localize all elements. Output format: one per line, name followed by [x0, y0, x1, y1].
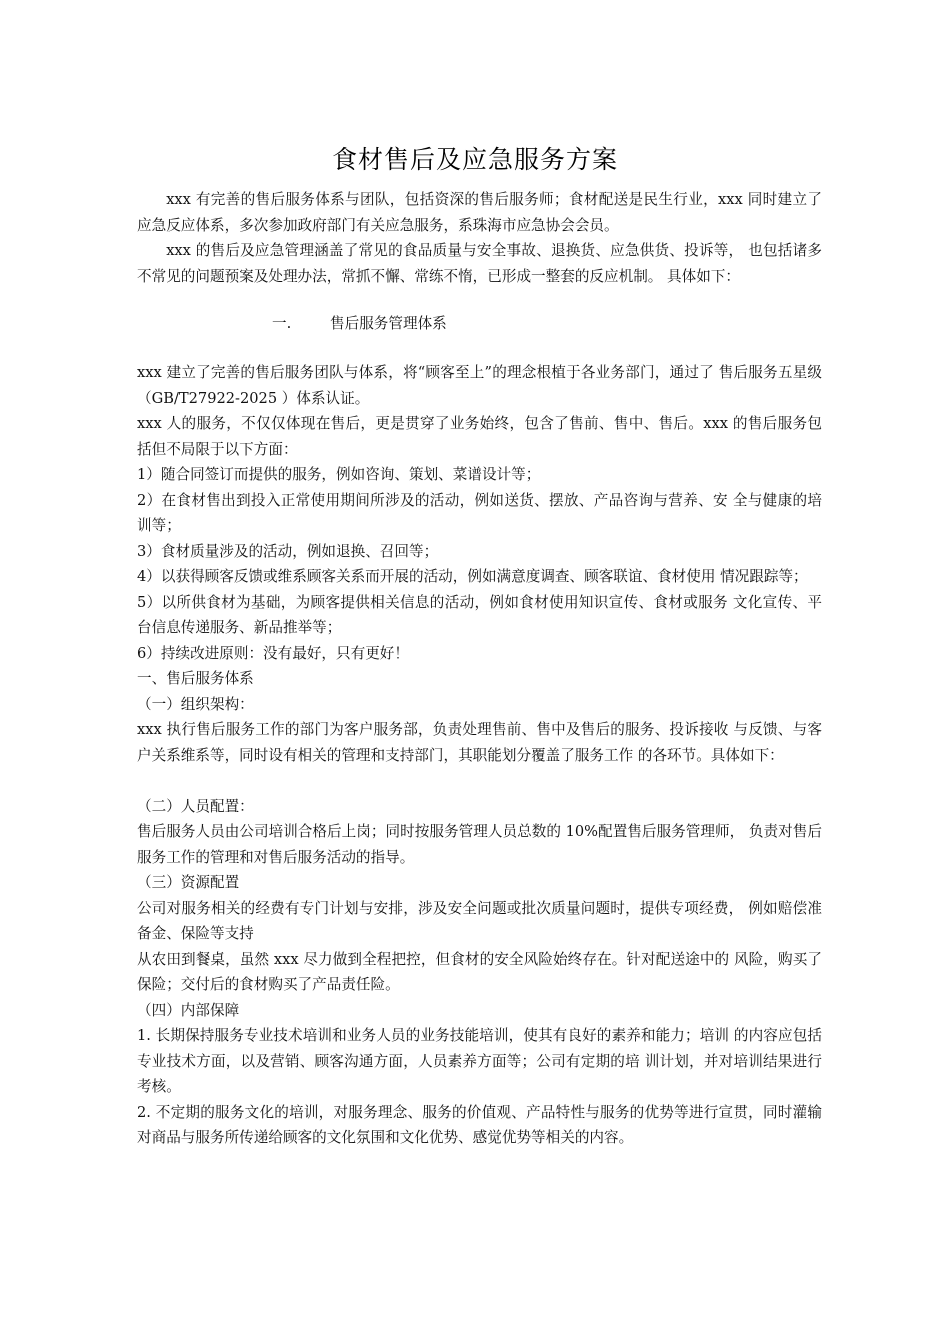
document-title: 食材售后及应急服务方案: [331, 145, 618, 174]
subsection-heading: 一、售后服务体系: [137, 670, 254, 687]
intro-paragraph: xxx 有完善的售后服务体系与团队，包括资深的售后服务师；食材配送是民生行业，xxx 同时建立了应急反应体系，多次参加政府部门有关应急服务，系珠海市应急协会会员。: [137, 191, 822, 234]
spacer: [137, 350, 822, 360]
body-paragraph: 2. 不定期的服务文化的培训，对服务理念、服务的价值观、产品特性与服务的优势等进行宣贯，同时灌输对商品与服务所传递给顾客的文化氛围和文化优势、感觉优势等相关的内容。: [137, 1103, 822, 1146]
spacer: [137, 289, 822, 299]
body-paragraph: xxx 执行售后服务工作的部门为客户服务部，负责处理售前、售中及售后的服务、投诉接收 与反馈、与客户关系维系等，同时设有相关的管理和支持部门，其职能划分覆盖了服务工作 的各环节。具体如下：: [137, 721, 822, 764]
body-paragraph: 从农田到餐桌，虽然 xxx 尽力做到全程把控，但食材的安全风险始终存在。针对配送途中的 风险，购买了保险；交付后的食材购买了产品责任险。: [137, 950, 822, 993]
subsection-heading: （四）内部保障: [137, 1001, 240, 1019]
section-heading: [137, 299, 822, 350]
list-item: 2）在食材售出到投入正常使用期间所涉及的活动，例如送货、摆放、产品咨询与营养、安 全与健康的培训等；: [137, 491, 822, 534]
section-label: 售后服务管理体系: [330, 315, 447, 332]
subsection-heading: （二）人员配置：: [137, 797, 254, 815]
section-number: 一.: [272, 315, 292, 332]
subsection-heading: （一）组织架构：: [137, 695, 254, 713]
body-paragraph: xxx 建立了完善的售后服务团队与体系，将“顾客至上”的理念根植于各业务部门，通过了 售后服务五星级（GB/T27922-2025 ）体系认证。: [137, 364, 822, 407]
body-paragraph: xxx 人的服务，不仅仅体现在售后，更是贯穿了业务始终，包含了售前、售中、售后。xxx 的售后服务包括但不局限于以下方面：: [137, 415, 822, 458]
list-item: 1）随合同签订而提供的服务，例如咨询、策划、菜谱设计等；: [137, 466, 541, 483]
list-item: 6）持续改进原则：没有最好，只有更好！: [137, 644, 409, 662]
body-paragraph: 1. 长期保持服务专业技术培训和业务人员的业务技能培训，使其有良好的素养和能力；培训 的内容应包括专业技术方面，以及营销、顾客沟通方面，人员素养方面等；公司有定期的培 训计划，并对培训结果进行考核。: [137, 1027, 822, 1095]
list-item: 5）以所供食材为基础，为顾客提供相关信息的活动，例如食材使用知识宣传、食材或服务 文化宣传、平台信息传递服务、新品推举等；: [137, 593, 822, 636]
spacer: [137, 768, 822, 794]
subsection-heading: （三）资源配置: [137, 874, 240, 891]
list-item: 3）食材质量涉及的活动，例如退换、召回等；: [137, 542, 439, 560]
body-paragraph: 公司对服务相关的经费有专门计划与安排，涉及安全问题或批次质量问题时，提供专项经费， 例如赔偿准备金、保险等支持: [137, 899, 822, 942]
document-body: [137, 187, 822, 1151]
body-paragraph: 售后服务人员由公司培训合格后上岗；同时按服务管理人员总数的 10%配置售后服务管理师， 负责对售后服务工作的管理和对售后服务活动的指导。: [137, 823, 822, 866]
list-item: 4）以获得顾客反馈或维系顾客关系而开展的活动，例如满意度调查、顾客联谊、食材使用 情况跟踪等；: [137, 568, 808, 585]
intro-paragraph: xxx 的售后及应急管理涵盖了常见的食品质量与安全事故、退换货、应急供货、投诉等， 也包括诸多不常见的问题预案及处理办法，常抓不懈、常练不惰，已形成一整套的反应机制。 具体如下：: [137, 242, 822, 285]
